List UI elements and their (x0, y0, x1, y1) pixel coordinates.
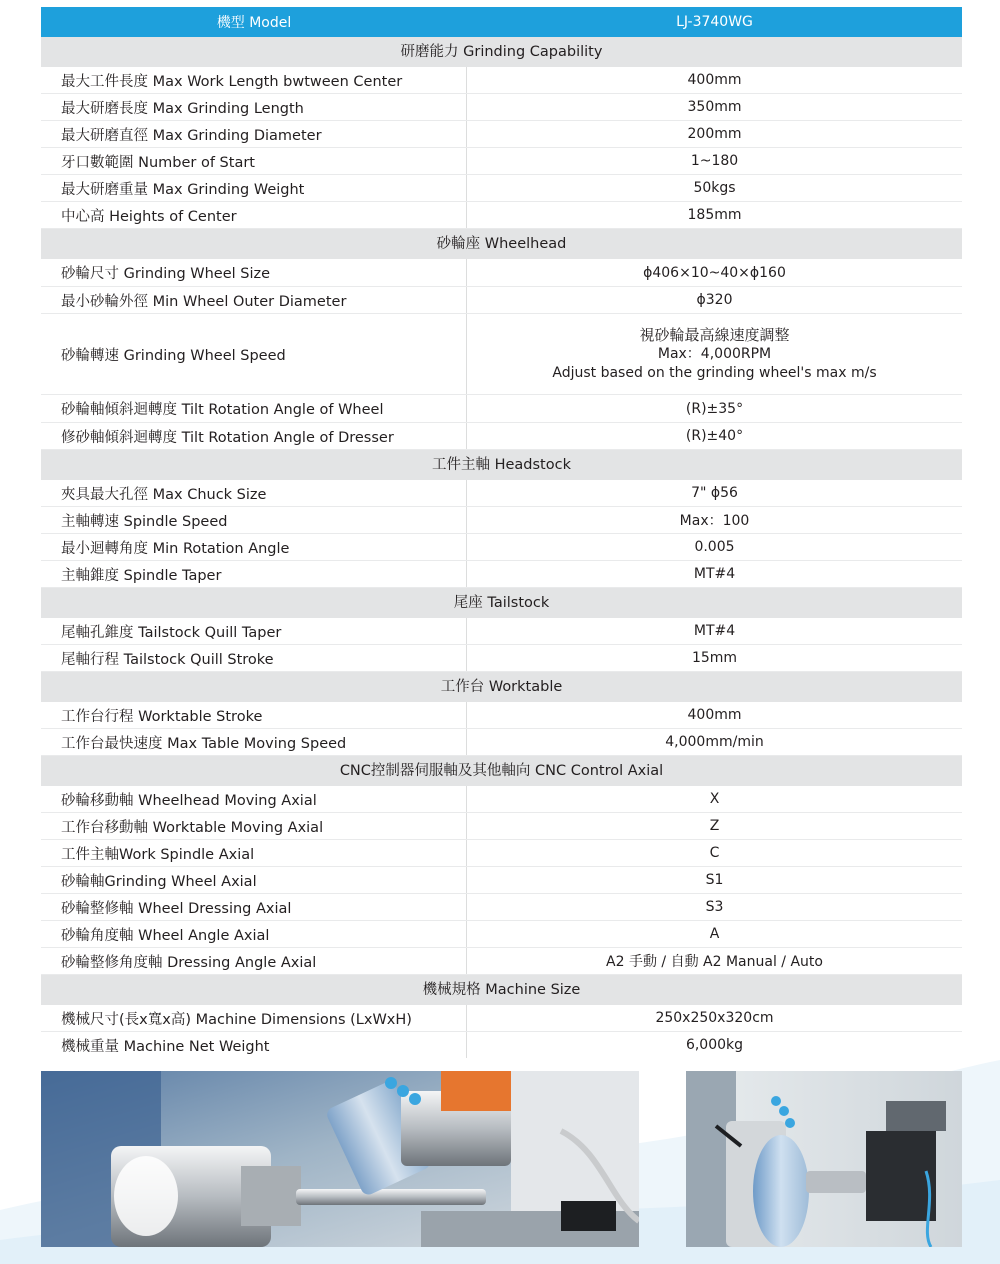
row-value: 185mm (687, 207, 742, 223)
row-label: 工作台最快速度 Max Table Moving Speed (41, 729, 467, 755)
row-label: 最小砂輪外徑 Min Wheel Outer Diameter (41, 287, 467, 313)
machine-photo-left (41, 1071, 639, 1247)
table-row (41, 840, 962, 867)
row-label: 修砂軸傾斜迴轉度 Tilt Rotation Angle of Dresser (41, 423, 467, 449)
row-label: 最小迴轉角度 Min Rotation Angle (41, 534, 467, 560)
row-label: 工作台移動軸 Worktable Moving Axial (41, 813, 467, 839)
row-value: A (709, 926, 720, 942)
machine-photo-right (686, 1071, 962, 1247)
table-row (41, 921, 962, 948)
row-value: 50kgs (693, 180, 736, 196)
row-value: 0.005 (694, 539, 735, 555)
row-value: A2 手動 / 自動 A2 Manual / Auto (606, 954, 823, 970)
section-title: 機械規格 Machine Size (41, 975, 962, 1005)
model-label: 機型 Model (216, 15, 292, 31)
value-line: Max：4,000RPM (657, 345, 772, 362)
value-line: 視砂輪最高線速度調整 (639, 325, 790, 344)
table-row (41, 894, 962, 921)
row-label: 尾軸行程 Tailstock Quill Stroke (41, 645, 467, 671)
section-title: 工件主軸 Headstock (41, 450, 962, 480)
row-value: 400mm (687, 707, 742, 723)
row-value: S1 (705, 872, 724, 888)
table-row (41, 1005, 962, 1032)
table-row (41, 561, 962, 588)
section-title: 工作台 Worktable (41, 672, 962, 702)
row-label: 最大工件長度 Max Work Length bwtween Center (41, 67, 467, 93)
row-label: 砂輪尺寸 Grinding Wheel Size (41, 259, 467, 286)
table-header (41, 7, 962, 37)
row-value: 4,000mm/min (665, 734, 764, 750)
section-title: 尾座 Tailstock (41, 588, 962, 618)
table-row (41, 702, 962, 729)
table-row (41, 480, 962, 507)
row-label: 機械尺寸(長x寬x高) Machine Dimensions (LxWxH) (41, 1005, 467, 1031)
row-value: 1~180 (690, 153, 739, 169)
row-value: Z (709, 818, 720, 834)
table-row (41, 259, 962, 287)
row-label: 砂輪轉速 Grinding Wheel Speed (41, 314, 467, 394)
table-row (41, 1032, 962, 1058)
row-label: 中心高 Heights of Center (41, 202, 467, 228)
table-row (41, 423, 962, 450)
row-value: ϕ406×10~40×ϕ160 (643, 264, 786, 281)
row-value: C (709, 845, 720, 861)
row-value: MT#4 (693, 623, 736, 639)
row-label: 最大研磨重量 Max Grinding Weight (41, 175, 467, 201)
table-row (41, 175, 962, 202)
table-row (41, 314, 962, 395)
table-row (41, 618, 962, 645)
row-label: 主軸錐度 Spindle Taper (41, 561, 467, 587)
row-value: 15mm (691, 650, 738, 666)
table-row (41, 729, 962, 756)
row-value (467, 314, 962, 394)
section-title: 砂輪座 Wheelhead (41, 229, 962, 259)
row-label: 夾具最大孔徑 Max Chuck Size (41, 480, 467, 506)
row-label: 機械重量 Machine Net Weight (41, 1032, 467, 1058)
row-value: MT#4 (693, 566, 736, 582)
row-label: 砂輪軸Grinding Wheel Axial (41, 867, 467, 893)
table-row (41, 121, 962, 148)
table-row (41, 786, 962, 813)
row-value: 7" ϕ56 (691, 485, 738, 501)
row-label: 主軸轉速 Spindle Speed (41, 507, 467, 533)
row-value: 400mm (687, 72, 742, 88)
model-value: LJ-3740WG (676, 14, 753, 30)
section-title: CNC控制器伺服軸及其他軸向 CNC Control Axial (41, 756, 962, 786)
row-value: 6,000kg (685, 1037, 744, 1053)
row-value: 250x250x320cm (655, 1010, 774, 1026)
section-title: 研磨能力 Grinding Capability (41, 37, 962, 67)
row-value: 350mm (687, 99, 742, 115)
row-value: ϕ320 (696, 292, 733, 308)
row-label: 砂輪整修角度軸 Dressing Angle Axial (41, 948, 467, 974)
row-label: 最大研磨直徑 Max Grinding Diameter (41, 121, 467, 147)
table-row (41, 507, 962, 534)
row-value: (R)±40° (685, 428, 744, 444)
table-row (41, 94, 962, 121)
row-label: 最大研磨長度 Max Grinding Length (41, 94, 467, 120)
spec-table (41, 7, 962, 1058)
row-value: (R)±35° (685, 400, 744, 417)
row-value: Max：100 (679, 513, 750, 529)
table-row (41, 948, 962, 975)
row-label: 砂輪軸傾斜迴轉度 Tilt Rotation Angle of Wheel (41, 395, 467, 422)
row-value: S3 (705, 899, 724, 915)
row-label: 工作台行程 Worktable Stroke (41, 702, 467, 728)
row-label: 砂輪移動軸 Wheelhead Moving Axial (41, 786, 467, 812)
row-label: 砂輪角度軸 Wheel Angle Axial (41, 921, 467, 947)
table-row (41, 67, 962, 94)
row-label: 尾軸孔錐度 Tailstock Quill Taper (41, 618, 467, 644)
row-label: 工件主軸Work Spindle Axial (41, 840, 467, 866)
table-row (41, 148, 962, 175)
table-row (41, 867, 962, 894)
table-row (41, 287, 962, 314)
row-label: 砂輪整修軸 Wheel Dressing Axial (41, 894, 467, 920)
row-label: 牙口數範圍 Number of Start (41, 148, 467, 174)
row-value: X (709, 791, 720, 807)
table-row (41, 534, 962, 561)
value-line: Adjust based on the grinding wheel's max m/s (552, 364, 877, 381)
table-row (41, 645, 962, 672)
table-row (41, 813, 962, 840)
row-value: 200mm (687, 126, 742, 142)
table-row (41, 202, 962, 229)
table-row (41, 395, 962, 423)
